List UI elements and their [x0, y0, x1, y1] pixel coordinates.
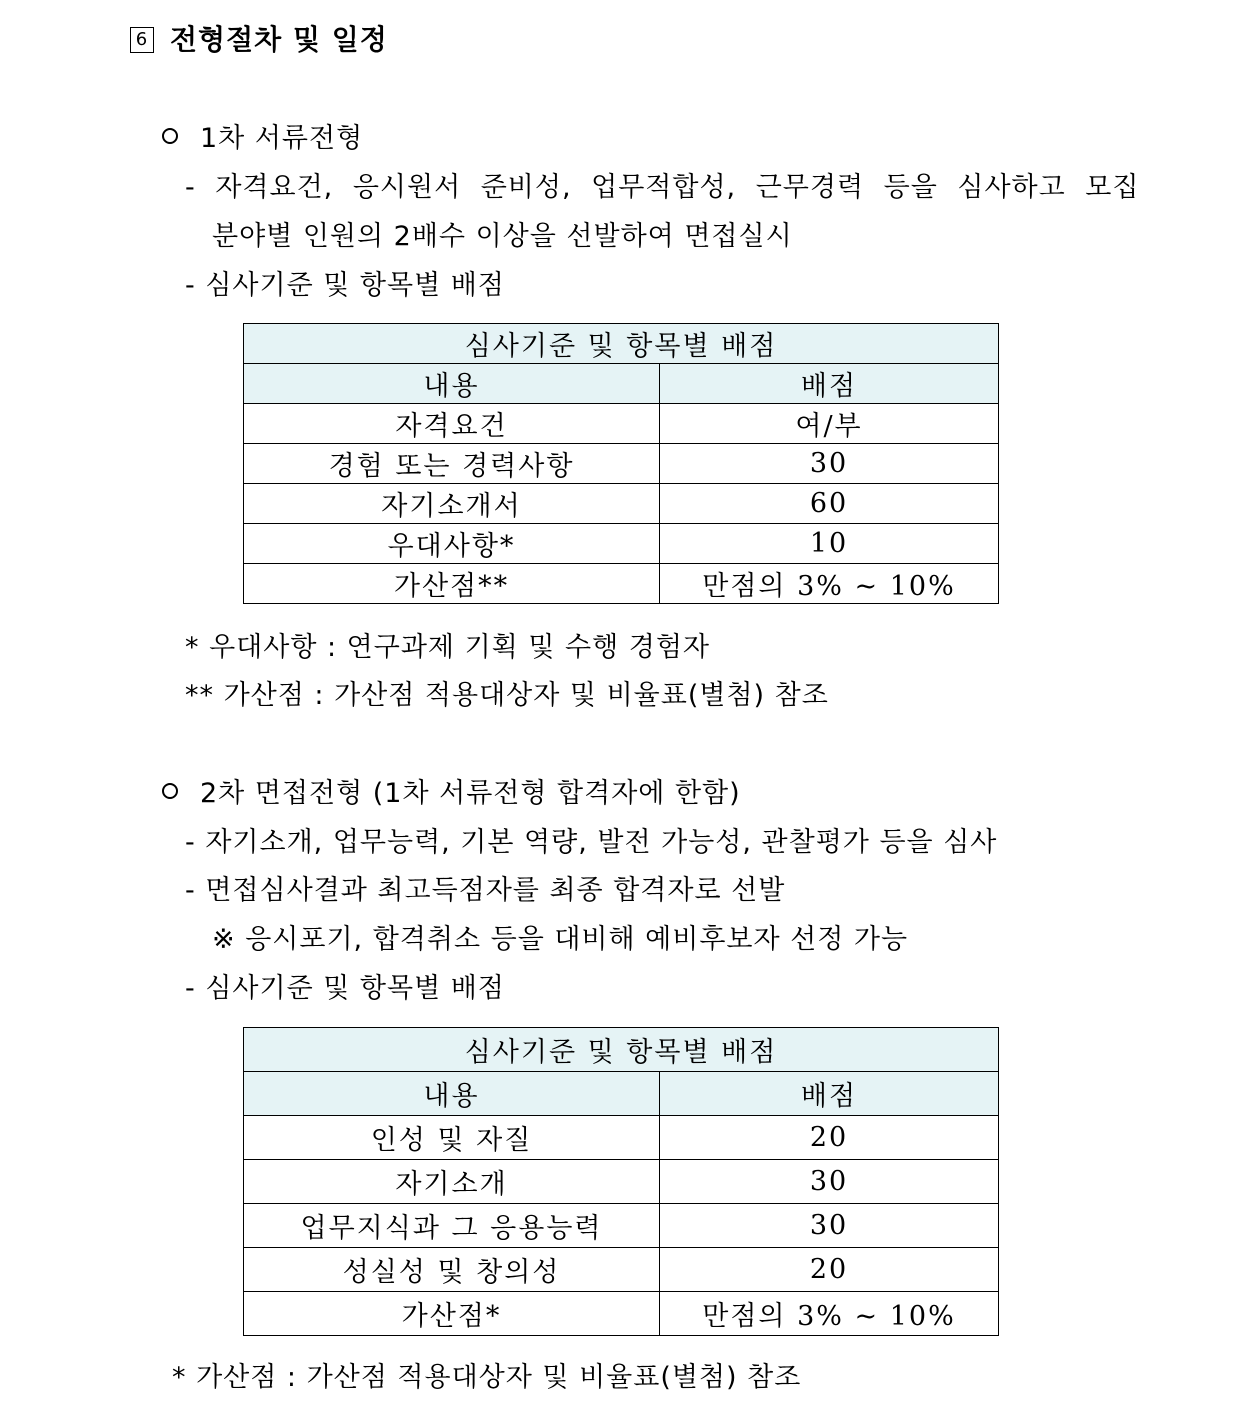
table-row	[244, 524, 999, 564]
row-item: 경험 또는 경력사항	[244, 444, 660, 484]
stage2-description-line2: - 면접심사결과 최고득점자를 최종 합격자로 선발	[185, 875, 786, 906]
stage1-description-line2: 분야별 인원의 2배수 이상을 선발하여 면접실시	[212, 221, 793, 252]
row-item: 자기소개	[244, 1160, 660, 1204]
table-row	[244, 1160, 999, 1204]
row-score: 30	[660, 1204, 999, 1248]
table-row	[244, 404, 999, 444]
row-item: 우대사항*	[244, 524, 660, 564]
row-item: 가산점**	[244, 564, 660, 604]
table-row	[244, 564, 999, 604]
stage2-score-table	[243, 1027, 999, 1336]
stage1-description-line1: - 자격요건, 응시원서 준비성, 업무적합성, 근무경력 등을 심사하고 모집	[185, 172, 1140, 203]
column-header-content: 내용	[244, 364, 660, 404]
row-score: 만점의 3% ~ 10%	[660, 1292, 999, 1336]
table-title: 심사기준 및 항목별 배점	[244, 1028, 999, 1072]
row-score: 만점의 3% ~ 10%	[660, 564, 999, 604]
stage2-criteria-label: - 심사기준 및 항목별 배점	[185, 973, 505, 1004]
row-item: 가산점*	[244, 1292, 660, 1336]
stage2-note-bonus: * 가산점 : 가산점 적용대상자 및 비율표(별첨) 참조	[172, 1362, 802, 1393]
column-header-content: 내용	[244, 1072, 660, 1116]
column-header-score: 배점	[660, 364, 999, 404]
row-score: 10	[660, 524, 999, 564]
row-score: 30	[660, 444, 999, 484]
stage1-note-bonus: ** 가산점 : 가산점 적용대상자 및 비율표(별첨) 참조	[185, 680, 829, 711]
table-row	[244, 1248, 999, 1292]
table-row	[244, 1204, 999, 1248]
section-title	[130, 23, 388, 56]
row-score: 60	[660, 484, 999, 524]
row-score: 30	[660, 1160, 999, 1204]
row-score: 20	[660, 1248, 999, 1292]
row-score: 20	[660, 1116, 999, 1160]
stage1-heading: 1차 서류전형	[162, 125, 363, 152]
row-item: 인성 및 자질	[244, 1116, 660, 1160]
section-number-box: 6	[130, 27, 154, 53]
stage2-description-line3: ※ 응시포기, 합격취소 등을 대비해 예비후보자 선정 가능	[212, 924, 909, 955]
row-item: 성실성 및 창의성	[244, 1248, 660, 1292]
row-item: 자격요건	[244, 404, 660, 444]
stage2-heading: 2차 면접전형 (1차 서류전형 합격자에 한함)	[162, 780, 741, 807]
stage1-note-preference: * 우대사항 : 연구과제 기획 및 수행 경험자	[185, 632, 710, 663]
stage2-description-line1: - 자기소개, 업무능력, 기본 역량, 발전 가능성, 관찰평가 등을 심사	[185, 827, 998, 858]
table-row	[244, 1292, 999, 1336]
row-item: 자기소개서	[244, 484, 660, 524]
table-row	[244, 484, 999, 524]
stage1-criteria-label: - 심사기준 및 항목별 배점	[185, 270, 505, 301]
table-row	[244, 1116, 999, 1160]
table-row	[244, 444, 999, 484]
table-title: 심사기준 및 항목별 배점	[244, 324, 999, 364]
row-item: 업무지식과 그 응용능력	[244, 1204, 660, 1248]
circle-bullet-icon	[162, 128, 178, 144]
column-header-score: 배점	[660, 1072, 999, 1116]
circle-bullet-icon	[162, 783, 178, 799]
section-title-text: 전형절차 및 일정	[170, 23, 388, 56]
row-score: 여/부	[660, 404, 999, 444]
stage1-score-table	[243, 323, 999, 604]
